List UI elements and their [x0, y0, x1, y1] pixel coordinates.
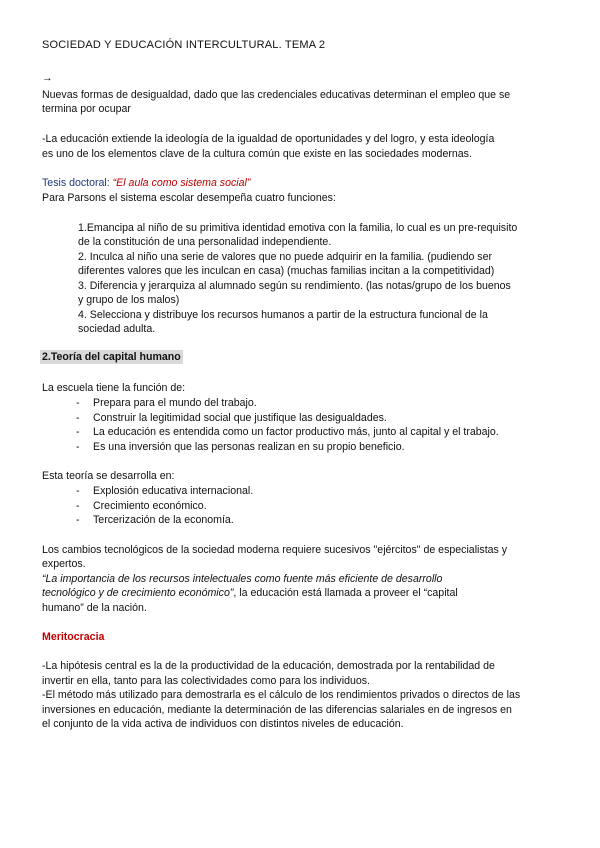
- section2-heading: [40, 350, 183, 364]
- dev-intro: Esta teoría se desarrolla en:: [42, 470, 175, 482]
- meritocracia-line-1: -La hipótesis central es la de la productividad de la educación, demostrada por la rentabilidad de: [42, 660, 495, 672]
- bullet-dash: -: [76, 397, 80, 409]
- function-line-7: 4. Selecciona y distribuye los recursos humanos a partir de la estructura funcional de la: [78, 309, 488, 321]
- meritocracia-line-4: inversiones en educación, mediante la determinación de las diferencias salariales en de ingresos en: [42, 704, 512, 716]
- school-item-4: Es una inversión que las personas realizan en su propio beneficio.: [93, 441, 405, 453]
- function-line-3: 2. Inculca al niño una serie de valores que no puede adquirir en la familia. (pudiendo ser: [78, 251, 493, 263]
- bullet-dash: -: [76, 426, 80, 438]
- function-line-8: sociedad adulta.: [78, 323, 156, 335]
- bullet-dash: -: [76, 441, 80, 453]
- school-item-1: Prepara para el mundo del trabajo.: [93, 397, 257, 409]
- function-line-2: de la constitución de una personalidad independiente.: [78, 236, 332, 248]
- bullet-dash: -: [76, 500, 80, 512]
- parsons-line: Para Parsons el sistema escolar desempeña cuatro funciones:: [42, 192, 336, 204]
- bullet-dash: -: [76, 412, 80, 424]
- ideology-line-1: -La educación extiende la ideología de la igualdad de oportunidades y del logro, y esta ideología: [42, 133, 495, 145]
- quote-tail-1: , la educación está llamada a proveer el “capital: [233, 587, 458, 599]
- thesis-line: [42, 176, 250, 190]
- ideology-line-2: es uno de los elementos clave de la cultura común que existe en las sociedades modernas.: [42, 148, 472, 160]
- dev-item-3: Tercerización de la economía.: [93, 514, 234, 526]
- thesis-quote: “El aula como sistema social”: [112, 177, 251, 189]
- quote-tail-2: humano” de la nación.: [42, 602, 147, 614]
- quote-line-2-italic: tecnológico y de crecimiento económico”: [42, 587, 234, 599]
- quote-line-2: [42, 586, 458, 600]
- bullet-dash: -: [76, 514, 80, 526]
- section2-heading-text: 2.Teoría del capital humano: [42, 351, 181, 363]
- intro-line-1: Nuevas formas de desigualdad, dado que las credenciales educativas determinan el empleo que se: [42, 89, 511, 101]
- changes-line-2: expertos.: [42, 558, 86, 570]
- function-line-5: 3. Diferencia y jerarquiza al alumnado según su rendimiento. (las notas/grupo de los buenos: [78, 280, 511, 292]
- meritocracia-line-3: -El método más utilizado para demostrarla es el cálculo de los rendimientos privados o directos de las: [42, 689, 521, 701]
- school-item-2: Construir la legitimidad social que justifique las desigualdades.: [93, 412, 387, 424]
- thesis-label: Tesis doctoral:: [42, 177, 113, 189]
- meritocracia-line-5: el conjunto de la vida activa de individuos con distintos niveles de educación.: [42, 718, 404, 730]
- function-line-6: y grupo de los malos): [78, 294, 180, 306]
- intro-line-2: termina por ocupar: [42, 103, 131, 115]
- changes-line-1: Los cambios tecnológicos de la sociedad moderna requiere sucesivos "ejércitos" de especialistas y: [42, 544, 508, 556]
- quote-line-1: “La importancia de los recursos intelectuales como fuente más eficiente de desarrollo: [42, 573, 443, 585]
- dev-item-2: Crecimiento económico.: [93, 500, 207, 512]
- meritocracia-heading: Meritocracia: [42, 631, 105, 643]
- dev-item-1: Explosión educativa internacional.: [93, 485, 254, 497]
- document-title: SOCIEDAD Y EDUCACIÓN INTERCULTURAL. TEMA 2: [42, 39, 326, 51]
- bullet-dash: -: [76, 485, 80, 497]
- school-intro: La escuela tiene la función de:: [42, 382, 186, 394]
- arrow-symbol: →: [42, 72, 53, 84]
- meritocracia-line-2: invertir en ella, tanto para las colectividades como para los individuos.: [42, 675, 370, 687]
- school-item-3: La educación es entendida como un factor productivo más, junto al capital y el trabajo.: [93, 426, 499, 438]
- function-line-1: 1.Emancipa al niño de su primitiva identidad emotiva con la familia, lo cual es un pre-requisito: [78, 222, 518, 234]
- function-line-4: diferentes valores que les inculcan en casa) (muchas familias incitan a la competitividad): [78, 265, 495, 277]
